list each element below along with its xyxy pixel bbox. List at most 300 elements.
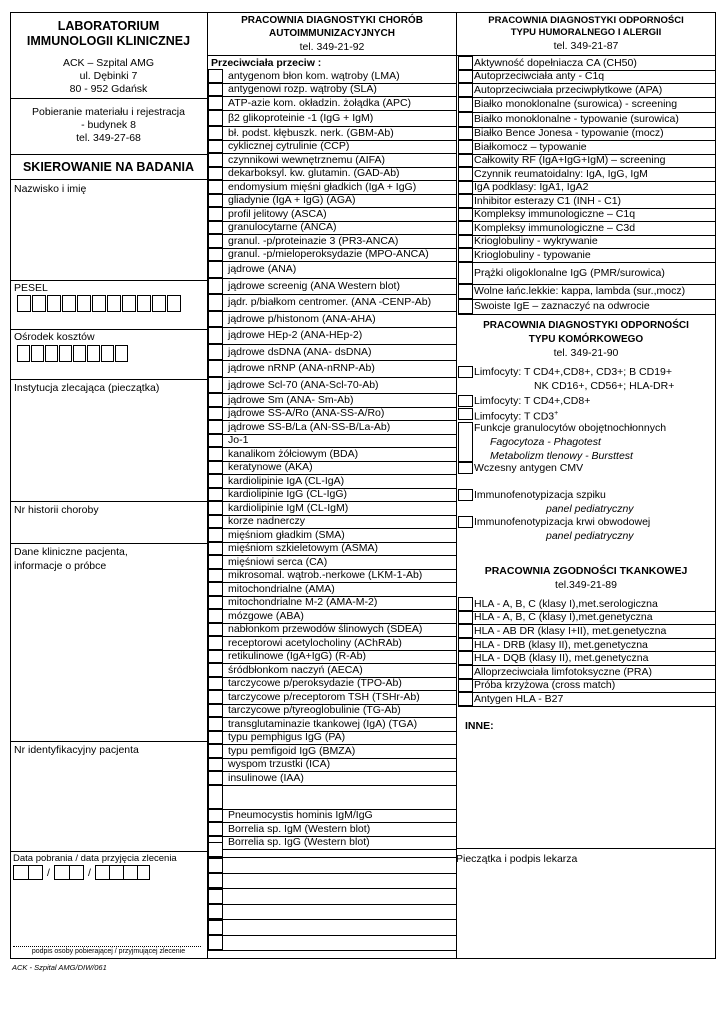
autoimmune-item-label: granulocytarne (ANCA) bbox=[228, 221, 337, 234]
checkbox[interactable] bbox=[208, 858, 223, 873]
checkbox[interactable] bbox=[208, 822, 223, 836]
autoimmune-item-row[interactable] bbox=[208, 221, 456, 235]
humoral-item-label: IgA podklasy: IgA1, IgA2 bbox=[474, 181, 589, 194]
cost-center-field[interactable] bbox=[17, 345, 129, 362]
cost-digit-box[interactable] bbox=[17, 345, 30, 362]
blank-row[interactable] bbox=[208, 858, 456, 873]
history-label: Nr historii choroby bbox=[14, 504, 99, 516]
humoral-item-row[interactable] bbox=[458, 167, 716, 181]
checkbox[interactable] bbox=[208, 311, 223, 328]
autoimmune-item-row[interactable] bbox=[208, 785, 456, 809]
checkbox[interactable] bbox=[458, 154, 473, 168]
checkbox[interactable] bbox=[208, 904, 223, 919]
cellular-item[interactable]: Limfocyty: T CD4+,CD8+ bbox=[458, 395, 714, 408]
checkbox[interactable] bbox=[458, 366, 473, 378]
autoimmune-item-row[interactable] bbox=[208, 194, 456, 208]
humoral-item-row[interactable] bbox=[458, 208, 716, 222]
cost-center-label: Ośrodek kosztów bbox=[14, 331, 95, 343]
lab-title: LABORATORIUM IMMUNOLOGII KLINICZNEJ bbox=[26, 19, 191, 48]
cost-digit-box[interactable] bbox=[87, 345, 100, 362]
humoral-item-row[interactable] bbox=[458, 97, 716, 112]
checkbox[interactable] bbox=[208, 623, 223, 637]
tissue-item-row[interactable] bbox=[458, 611, 716, 625]
autoimmune-item-row[interactable] bbox=[208, 294, 456, 311]
checkbox[interactable] bbox=[208, 434, 223, 448]
autoimmune-item-row[interactable] bbox=[208, 501, 456, 515]
checkbox[interactable] bbox=[458, 262, 473, 284]
checkbox[interactable] bbox=[208, 515, 223, 529]
humoral-item-row[interactable] bbox=[458, 56, 716, 70]
autoimmune-item-label: antygenowi rozp. wątroby (SLA) bbox=[228, 83, 377, 96]
autoimmune-item-row[interactable] bbox=[208, 542, 456, 556]
humoral-item-label: Kompleksy immunologiczne – C3d bbox=[474, 221, 636, 234]
pesel-digit-box[interactable] bbox=[62, 295, 76, 312]
autoimmune-item-row[interactable] bbox=[208, 690, 456, 704]
blank-row[interactable] bbox=[208, 889, 456, 904]
autoimmune-item-label: Pneumocystis hominis IgM/IgG bbox=[228, 809, 373, 822]
checkbox[interactable] bbox=[458, 112, 473, 127]
autoimmune-item-label: jądrowe dsDNA (ANA- dsDNA) bbox=[228, 345, 372, 358]
autoimmune-item-row[interactable] bbox=[208, 83, 456, 97]
checkbox[interactable] bbox=[208, 207, 223, 221]
autoimmune-item-label: nabłonkom przewodów ślinowych (SDEA) bbox=[228, 623, 423, 636]
checkbox[interactable] bbox=[208, 650, 223, 664]
autoimmune-item-label: antygenom błon kom. wątroby (LMA) bbox=[228, 69, 400, 82]
autoimmune-item-row[interactable] bbox=[208, 420, 456, 434]
checkbox[interactable] bbox=[208, 294, 223, 311]
checkbox[interactable] bbox=[208, 447, 223, 461]
pesel-digit-box[interactable] bbox=[137, 295, 151, 312]
autoimmune-item-label: jądrowe SS-A/Ro (ANA-SS-A/Ro) bbox=[228, 407, 385, 420]
autoimmune-item-row[interactable] bbox=[208, 447, 456, 461]
checkbox[interactable] bbox=[458, 665, 473, 679]
humoral-item-label: Krioglobuliny - typowanie bbox=[474, 248, 591, 261]
tissue-item-row[interactable] bbox=[458, 665, 716, 679]
checkbox[interactable] bbox=[208, 596, 223, 610]
autoimmune-item-row[interactable] bbox=[208, 248, 456, 262]
pesel-field[interactable] bbox=[17, 295, 206, 312]
autoimmune-item-label: jądrowe screenig (ANA Western blot) bbox=[228, 279, 400, 292]
autoimmune-item-row[interactable] bbox=[208, 636, 456, 650]
checkbox[interactable] bbox=[458, 679, 473, 693]
checkbox[interactable] bbox=[458, 489, 473, 501]
cellular-header: PRACOWNIA DIAGNOSTYKI ODPORNOŚCI TYPU KOMÓRKOWEGO bbox=[483, 320, 689, 345]
pesel-digit-box[interactable] bbox=[92, 295, 106, 312]
humoral-item-label: Prążki oligoklonalne IgG (PMR/surowica) bbox=[474, 266, 665, 279]
checkbox[interactable] bbox=[208, 690, 223, 704]
clinical-data-label: Dane kliniczne pacjenta, informacje o próbce bbox=[14, 546, 128, 572]
pesel-digit-box[interactable] bbox=[17, 295, 31, 312]
autoimmune-item-label: dekarboksyl. kw. glutamin. (GAD-Ab) bbox=[228, 167, 400, 180]
checkbox[interactable] bbox=[458, 299, 473, 314]
checkbox[interactable] bbox=[208, 393, 223, 407]
tissue-header: PRACOWNIA ZGODNOŚCI TKANKOWEJ bbox=[484, 565, 688, 577]
checkbox[interactable] bbox=[208, 83, 223, 97]
checkbox[interactable] bbox=[208, 677, 223, 691]
autoimmune-item-label: endomysium mięśni gładkich (IgA + IgG) bbox=[228, 180, 417, 193]
checkbox[interactable] bbox=[208, 542, 223, 556]
autoimmune-item-row[interactable] bbox=[208, 609, 456, 623]
autoimmune-item-label: profil jelitowy (ASCA) bbox=[228, 207, 327, 220]
pesel-digit-box[interactable] bbox=[47, 295, 61, 312]
tissue-item-row[interactable] bbox=[458, 597, 716, 611]
autoimmune-item-row[interactable] bbox=[208, 167, 456, 181]
autoimmune-item-row[interactable] bbox=[208, 771, 456, 785]
checkbox[interactable] bbox=[208, 842, 223, 857]
institution-label: Instytucja zlecająca (pieczątka) bbox=[14, 382, 160, 394]
checkbox[interactable] bbox=[208, 126, 223, 140]
humoral-item-row[interactable] bbox=[458, 181, 716, 195]
checkbox[interactable] bbox=[208, 360, 223, 377]
checkbox[interactable] bbox=[208, 528, 223, 542]
autoimmune-item-row[interactable] bbox=[208, 261, 456, 278]
autoimmune-item-label: mięśniom szkieletowym (ASMA) bbox=[228, 542, 378, 555]
cost-digit-box[interactable] bbox=[45, 345, 58, 362]
autoimmune-item-label: transglutaminazie tkankowej (IgA) (TGA) bbox=[228, 717, 418, 730]
autoimmune-item-label: tarczycowe p/receptorom TSH (TSHr-Ab) bbox=[228, 690, 420, 703]
autoimmune-item-row[interactable] bbox=[208, 140, 456, 154]
autoimmune-item-label: mikrosomal. wątrob.-nerkowe (LKM-1-Ab) bbox=[228, 569, 423, 582]
autoimmune-item-label: bł. podst. kłębuszk. nerk. (GBM-Ab) bbox=[228, 126, 394, 139]
checkbox[interactable] bbox=[208, 140, 223, 154]
autoimmune-item-label: ATP-azie kom. okładzin. żołądka (APC) bbox=[228, 96, 412, 109]
autoimmune-item-row[interactable] bbox=[208, 717, 456, 731]
checkbox[interactable] bbox=[458, 127, 473, 141]
tissue-item-label: HLA - DQB (klasy II), met.genetyczna bbox=[474, 652, 649, 665]
autoimmune-item-row[interactable] bbox=[208, 555, 456, 569]
autoimmune-item-label: tarczycowe p/peroksydazie (TPO-Ab) bbox=[228, 677, 402, 690]
autoimmune-item-label: mitochondrialne (AMA) bbox=[228, 582, 335, 595]
autoimmune-item-row[interactable] bbox=[208, 809, 456, 823]
checkbox[interactable] bbox=[208, 785, 223, 809]
cellular-item[interactable]: Immunofenotypizacja szpiku panel pediatryczny bbox=[458, 489, 714, 516]
autoimmune-item-row[interactable] bbox=[208, 327, 456, 344]
pesel-digit-box[interactable] bbox=[152, 295, 166, 312]
checkbox[interactable] bbox=[458, 422, 473, 462]
blank-row[interactable] bbox=[208, 920, 456, 935]
checkbox[interactable] bbox=[458, 462, 473, 474]
checkbox[interactable] bbox=[458, 516, 473, 528]
autoimmune-item-row[interactable] bbox=[208, 461, 456, 475]
autoimmune-item-row[interactable] bbox=[208, 758, 456, 772]
autoimmune-item-row[interactable] bbox=[208, 488, 456, 502]
autoimmune-item-row[interactable] bbox=[208, 278, 456, 295]
autoimmune-item-label: receptorowi acetylocholiny (AChRAb) bbox=[228, 636, 402, 649]
cost-digit-box[interactable] bbox=[59, 345, 72, 362]
autoimmune-item-label: kardiolipinie IgA (CL-IgA) bbox=[228, 474, 345, 487]
humoral-item-label: Wolne łańc.lekkie: kappa, lambda (sur.,mocz) bbox=[474, 285, 686, 297]
autoimmune-item-label: typu pemfigoid IgG (BMZA) bbox=[228, 744, 356, 757]
checkbox[interactable] bbox=[208, 234, 223, 248]
humoral-item-label: Białko monoklonalne - typowanie (surowica) bbox=[474, 113, 679, 125]
name-field[interactable] bbox=[12, 196, 205, 278]
humoral-item-label: Białko Bence Jonesa - typowanie (mocz) bbox=[474, 127, 664, 140]
autoimmune-item-row[interactable] bbox=[208, 582, 456, 596]
autoimmune-item-row[interactable] bbox=[208, 704, 456, 718]
checkbox[interactable] bbox=[458, 284, 473, 299]
checkbox[interactable] bbox=[208, 744, 223, 758]
checkbox[interactable] bbox=[208, 771, 223, 785]
humoral-phone: tel. 349-21-87 bbox=[553, 40, 619, 52]
tissue-item-row[interactable] bbox=[458, 679, 716, 693]
doctor-signature-field[interactable] bbox=[458, 867, 714, 955]
cost-digit-box[interactable] bbox=[115, 345, 128, 362]
humoral-item-label: Autoprzeciwciała przeciwpłytkowe (APA) bbox=[474, 83, 663, 96]
checkbox[interactable] bbox=[458, 597, 473, 611]
checkbox[interactable] bbox=[458, 181, 473, 195]
autoimmune-item-label: śródbłonkom naczyń (AECA) bbox=[228, 663, 363, 676]
humoral-item-row[interactable] bbox=[458, 235, 716, 249]
checkbox[interactable] bbox=[208, 731, 223, 745]
autoimmune-item-row[interactable] bbox=[208, 744, 456, 758]
checkbox[interactable] bbox=[458, 221, 473, 235]
checkbox[interactable] bbox=[208, 873, 223, 888]
checkbox[interactable] bbox=[208, 407, 223, 421]
autoimmune-item-label: mięśniowi serca (CA) bbox=[228, 555, 328, 568]
autoimmune-item-row[interactable] bbox=[208, 110, 456, 127]
autoimmune-item-label: kardiolipinie IgM (CL-IgM) bbox=[228, 501, 349, 514]
tissue-item-row[interactable] bbox=[458, 692, 716, 706]
checkbox[interactable] bbox=[208, 248, 223, 262]
autoimmune-item-label: czynnikowi wewnętrznemu (AIFA) bbox=[228, 153, 385, 166]
tissue-item-label: HLA - DRB (klasy II), met.genetyczna bbox=[474, 638, 648, 651]
humoral-item-row[interactable] bbox=[458, 112, 716, 127]
checkbox[interactable] bbox=[458, 638, 473, 652]
checkbox[interactable] bbox=[208, 221, 223, 235]
clinical-data-field[interactable] bbox=[12, 575, 205, 739]
humoral-item-row[interactable] bbox=[458, 299, 716, 314]
patient-id-field[interactable] bbox=[12, 758, 205, 848]
autoimmune-item-row[interactable] bbox=[208, 207, 456, 221]
autoimmune-item-row[interactable] bbox=[208, 234, 456, 248]
tissue-item-label: HLA - A, B, C (klasy I),met.serologiczna bbox=[474, 597, 658, 610]
checkbox[interactable] bbox=[208, 420, 223, 434]
form-footer: ACK - Szpital AMG/DIW/061 bbox=[12, 963, 107, 972]
checkbox[interactable] bbox=[208, 569, 223, 583]
pesel-digit-box[interactable] bbox=[32, 295, 46, 312]
humoral-item-label: Autoprzeciwciała anty - C1q bbox=[474, 70, 605, 83]
checkbox[interactable] bbox=[458, 97, 473, 112]
checkbox[interactable] bbox=[458, 70, 473, 84]
signature-line bbox=[13, 946, 201, 947]
humoral-item-label: Swoiste IgE – zaznaczyć na odwrocie bbox=[474, 300, 650, 312]
checkbox[interactable] bbox=[208, 609, 223, 623]
other-field[interactable] bbox=[458, 734, 714, 846]
checkbox[interactable] bbox=[208, 663, 223, 677]
autoimmune-item-label: mózgowe (ABA) bbox=[228, 609, 304, 622]
humoral-item-label: Aktywność dopełniacza CA (CH50) bbox=[474, 56, 637, 69]
autoimmune-item-label: mięśniom gładkim (SMA) bbox=[228, 528, 345, 541]
checkbox[interactable] bbox=[458, 692, 473, 706]
checkbox[interactable] bbox=[208, 180, 223, 194]
autoimmune-item-row[interactable] bbox=[208, 126, 456, 140]
pesel-digit-box[interactable] bbox=[122, 295, 136, 312]
checkbox[interactable] bbox=[208, 153, 223, 167]
autoimmune-item-row[interactable] bbox=[208, 153, 456, 167]
blank-row[interactable] bbox=[208, 904, 456, 919]
autoimmune-item-label: cyklicznej cytrulinie (CCP) bbox=[228, 140, 350, 153]
autoimmune-item-row[interactable] bbox=[208, 528, 456, 542]
checkbox[interactable] bbox=[458, 83, 473, 97]
autoimmune-item-row[interactable] bbox=[208, 434, 456, 448]
checkbox[interactable] bbox=[208, 96, 223, 110]
autoimmune-item-row[interactable] bbox=[208, 344, 456, 361]
checkbox[interactable] bbox=[208, 344, 223, 361]
humoral-item-row[interactable] bbox=[458, 262, 716, 284]
checkbox[interactable] bbox=[208, 461, 223, 475]
autoimmune-item-row[interactable] bbox=[208, 596, 456, 610]
checkbox[interactable] bbox=[458, 624, 473, 638]
blank-row[interactable] bbox=[208, 842, 456, 857]
checkbox[interactable] bbox=[208, 935, 223, 950]
humoral-item-row[interactable] bbox=[458, 140, 716, 154]
cellular-item[interactable]: Limfocyty: T CD3+ bbox=[458, 408, 714, 421]
autoimmune-item-row[interactable] bbox=[208, 96, 456, 110]
checkbox[interactable] bbox=[208, 488, 223, 502]
tissue-item-row[interactable] bbox=[458, 624, 716, 638]
tissue-item-label: Antygen HLA - B27 bbox=[474, 692, 564, 705]
checkbox[interactable] bbox=[458, 408, 473, 420]
autoimmune-item-row[interactable] bbox=[208, 677, 456, 691]
checkbox[interactable] bbox=[208, 110, 223, 127]
blank-row[interactable] bbox=[208, 873, 456, 888]
autoimmune-item-row[interactable] bbox=[208, 515, 456, 529]
tissue-item-row[interactable] bbox=[458, 638, 716, 652]
autoimmune-item-row[interactable] bbox=[208, 569, 456, 583]
tissue-item-label: HLA - AB DR (klasy I+II), met.genetyczna bbox=[474, 624, 667, 637]
checkbox[interactable] bbox=[208, 636, 223, 650]
humoral-item-label: Białko monoklonalne (surowica) - screening bbox=[474, 98, 678, 110]
autoimmune-item-label: keratynowe (AKA) bbox=[228, 461, 313, 474]
checkbox[interactable] bbox=[208, 717, 223, 731]
autoimmune-item-row[interactable] bbox=[208, 393, 456, 407]
checkbox[interactable] bbox=[458, 194, 473, 208]
humoral-item-row[interactable] bbox=[458, 127, 716, 141]
checkbox[interactable] bbox=[208, 474, 223, 488]
blank-row[interactable] bbox=[208, 935, 456, 950]
autoimmune-item-label: jądrowe p/histonom (ANA-AHA) bbox=[228, 312, 376, 325]
autoimmune-item-label: jądrowe (ANA) bbox=[228, 263, 297, 276]
checkbox[interactable] bbox=[208, 809, 223, 823]
checkbox[interactable] bbox=[458, 395, 473, 407]
humoral-item-row[interactable] bbox=[458, 70, 716, 84]
autoimmune-item-row[interactable] bbox=[208, 311, 456, 328]
tissue-item-row[interactable] bbox=[458, 651, 716, 665]
autoimmune-item-row[interactable] bbox=[208, 474, 456, 488]
checkbox[interactable] bbox=[208, 278, 223, 295]
autoimmune-item-label: jądrowe SS-B/La (AN-SS-B/La-Ab) bbox=[228, 420, 391, 433]
humoral-item-row[interactable] bbox=[458, 221, 716, 235]
pesel-digit-box[interactable] bbox=[77, 295, 91, 312]
pesel-label: PESEL bbox=[14, 282, 48, 294]
other-label: INNE: bbox=[465, 720, 494, 732]
history-field[interactable] bbox=[12, 518, 205, 542]
cellular-item[interactable]: Limfocyty: T CD4+,CD8+, CD3+; B CD19+ NK CD16+, CD56+; HLA-DR+ bbox=[458, 366, 714, 394]
humoral-item-label: Białkomocz – typowanie bbox=[474, 140, 587, 153]
checkbox[interactable] bbox=[458, 651, 473, 665]
cellular-phone: tel. 349-21-90 bbox=[553, 347, 619, 359]
date-label: Data pobrania / data przyjęcia zlecenia bbox=[13, 853, 177, 864]
checkbox[interactable] bbox=[208, 261, 223, 278]
tissue-phone: tel.349-21-89 bbox=[555, 579, 617, 591]
checkbox[interactable] bbox=[458, 248, 473, 262]
autoimmune-item-row[interactable] bbox=[208, 69, 456, 83]
humoral-header: PRACOWNIA DIAGNOSTYKI ODPORNOŚCI TYPU HUMORALNEGO I ALERGII bbox=[488, 15, 684, 38]
checkbox[interactable] bbox=[208, 327, 223, 344]
checkbox[interactable] bbox=[208, 582, 223, 596]
pesel-digit-box[interactable] bbox=[107, 295, 121, 312]
autoimmune-item-row[interactable] bbox=[208, 407, 456, 421]
autoimmune-item-label: Borrelia sp. IgM (Western blot) bbox=[228, 822, 371, 835]
autoimmune-header: PRACOWNIA DIAGNOSTYKI CHORÓB AUTOIMMUNIZACYJNYCH bbox=[241, 15, 423, 39]
checkbox[interactable] bbox=[208, 377, 223, 394]
humoral-item-label: Czynnik reumatoidalny: IgA, IgG, IgM bbox=[474, 167, 648, 180]
cellular-item[interactable]: Wczesny antygen CMV bbox=[458, 462, 714, 475]
checkbox[interactable] bbox=[208, 704, 223, 718]
autoimmune-item-row[interactable] bbox=[208, 180, 456, 194]
cellular-item[interactable]: Immunofenotypizacja krwi obwodowej panel pediatryczny bbox=[458, 516, 714, 543]
form-title: SKIEROWANIE NA BADANIA bbox=[22, 160, 195, 174]
cost-digit-box[interactable] bbox=[31, 345, 44, 362]
column-divider-2 bbox=[456, 12, 457, 959]
checkbox[interactable] bbox=[458, 167, 473, 181]
cost-digit-box[interactable] bbox=[101, 345, 114, 362]
lab-address: ACK – Szpital AMG ul. Dębinki 7 80 - 952 Gdańsk bbox=[62, 57, 155, 95]
humoral-item-row[interactable] bbox=[458, 83, 716, 97]
autoimmune-item-label: jądrowe Sm (ANA- Sm-Ab) bbox=[228, 393, 354, 406]
autoimmune-item-row[interactable] bbox=[208, 650, 456, 664]
checkbox[interactable] bbox=[208, 920, 223, 935]
cellular-item[interactable]: Funkcje granulocytów obojętnochłonnych Fagocytoza - Phagotest Metabolizm tlenowy - Bursttest bbox=[458, 422, 714, 462]
autoimmune-item-row[interactable] bbox=[208, 822, 456, 836]
date-separator: / bbox=[47, 867, 50, 879]
cost-digit-box[interactable] bbox=[73, 345, 86, 362]
autoimmune-item-row[interactable] bbox=[208, 731, 456, 745]
autoimmune-item-row[interactable] bbox=[208, 377, 456, 394]
humoral-item-row[interactable] bbox=[458, 284, 716, 299]
autoimmune-item-label: mitochondrialne M-2 (AMA-M-2) bbox=[228, 596, 378, 609]
humoral-item-row[interactable] bbox=[458, 154, 716, 168]
autoimmune-item-label: Jo-1 bbox=[228, 434, 249, 447]
institution-field[interactable] bbox=[12, 396, 205, 498]
checkbox[interactable] bbox=[208, 501, 223, 515]
autoimmune-item-label: jądrowe Scl-70 (ANA-Scl-70-Ab) bbox=[228, 378, 379, 391]
pesel-digit-box[interactable] bbox=[167, 295, 181, 312]
autoimmune-item-row[interactable] bbox=[208, 663, 456, 677]
checkbox[interactable] bbox=[208, 758, 223, 772]
checkbox[interactable] bbox=[458, 56, 473, 70]
autoimmune-item-row[interactable] bbox=[208, 360, 456, 377]
autoimmune-item-label: jądrowe nRNP (ANA-nRNP-Ab) bbox=[228, 362, 375, 375]
autoimmune-item-label: granul. -p/proteinazie 3 (PR3-ANCA) bbox=[228, 234, 399, 247]
autoimmune-item-label: korze nadnerczy bbox=[228, 515, 306, 528]
checkbox[interactable] bbox=[458, 140, 473, 154]
humoral-item-row[interactable] bbox=[458, 194, 716, 208]
checkbox[interactable] bbox=[208, 889, 223, 904]
date-fields[interactable] bbox=[13, 865, 153, 881]
checkbox[interactable] bbox=[208, 69, 223, 83]
checkbox[interactable] bbox=[458, 611, 473, 625]
date-separator: / bbox=[88, 867, 91, 879]
autoimmune-item-row[interactable] bbox=[208, 623, 456, 637]
checkbox[interactable] bbox=[208, 555, 223, 569]
checkbox[interactable] bbox=[458, 208, 473, 222]
humoral-item-row[interactable] bbox=[458, 248, 716, 262]
humoral-item-label: Całkowity RF (IgA+IgG+IgM) – screening bbox=[474, 154, 666, 167]
checkbox[interactable] bbox=[208, 194, 223, 208]
checkbox[interactable] bbox=[208, 167, 223, 181]
checkbox[interactable] bbox=[458, 235, 473, 249]
